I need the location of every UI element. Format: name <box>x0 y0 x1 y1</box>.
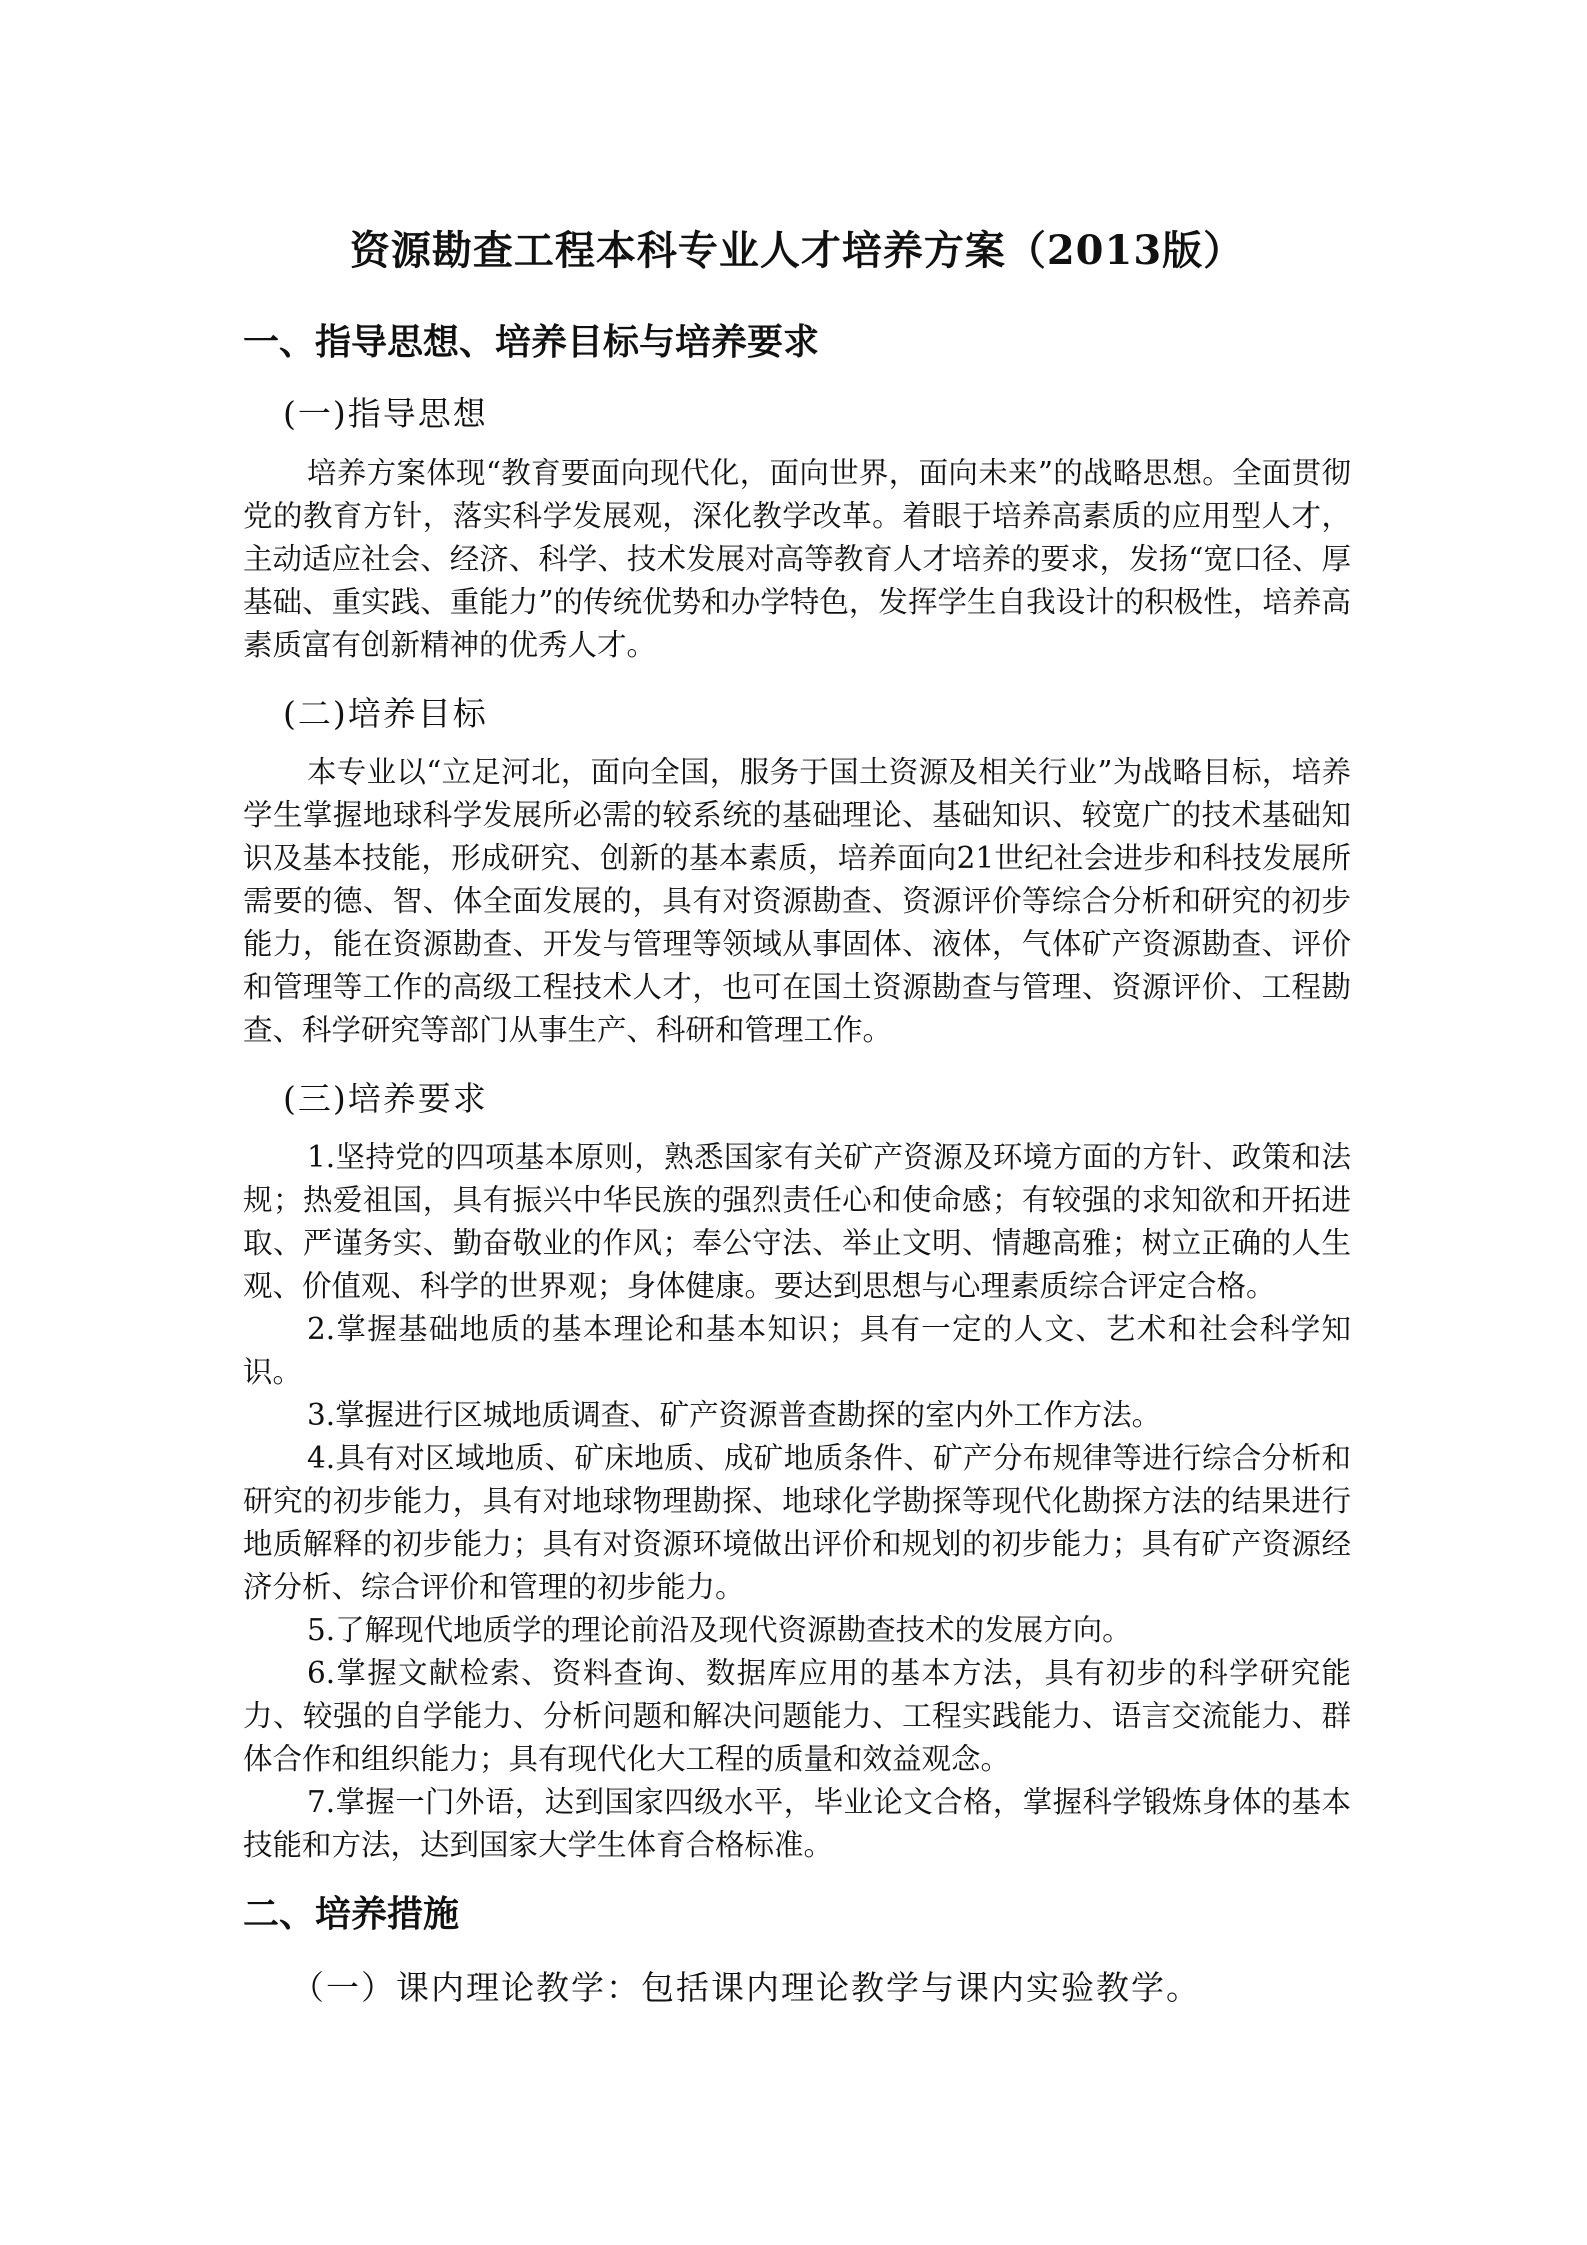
requirement-item: 6.掌握文献检索、资料查询、数据库应用的基本方法，具有初步的科学研究能力、较强的自学能力、分析问题和解决问题能力、工程实践能力、语言交流能力、群体合作和组织能力；具有现代化大工程的质量和效益观念。 <box>243 1655 1351 1776</box>
requirement-item: 7.掌握一门外语，达到国家四级水平，毕业论文合格，掌握科学锻炼身体的基本技能和方法，达到国家大学生体育合格标准。 <box>243 1784 1351 1862</box>
document-page <box>243 225 1351 2012</box>
subheading-training-objective: (二)培养目标 <box>283 693 488 733</box>
subheading-guiding-ideology: (一)指导思想 <box>283 394 488 434</box>
requirement-item: 5.了解现代地质学的理论前沿及现代资源勘查技术的发展方向。 <box>307 1612 1132 1647</box>
document-title: 资源勘查工程本科专业人才培养方案（2013版） <box>349 227 1245 274</box>
section-heading-measures: 二、培养措施 <box>243 1892 460 1935</box>
measure-item-classroom-teaching: （一）课内理论教学：包括课内理论教学与课内实验教学。 <box>291 1968 1201 2008</box>
requirement-item: 4.具有对区域地质、矿床地质、成矿地质条件、矿产分布规律等进行综合分析和研究的初步能力，具有对地球物理勘探、地球化学勘探等现代化勘探方法的结果进行地质解释的初步能力；具有对资源环境做出评价和规划的初步能力；具有矿产资源经济分析、综合评价和管理的初步能力。 <box>243 1440 1351 1604</box>
subheading-training-requirements: (三)培养要求 <box>283 1078 488 1118</box>
paragraph-guiding-ideology: 培养方案体现“教育要面向现代化，面向世界，面向未来”的战略思想。全面贯彻党的教育方针，落实科学发展观，深化教学改革。着眼于培养高素质的应用型人才，主动适应社会、经济、科学、技术发展对高等教育人才培养的要求，发扬“宽口径、厚基础、重实践、重能力”的传统优势和办学特色，发挥学生自我设计的积极性，培养高素质富有创新精神的优秀人才。 <box>243 455 1351 662</box>
requirement-item: 3.掌握进行区城地质调查、矿产资源普查勘探的室内外工作方法。 <box>307 1397 1162 1432</box>
paragraph-training-objective: 本专业以“立足河北，面向全国，服务于国土资源及相关行业”为战略目标，培养学生掌握地球科学发展所必需的较系统的基础理论、基础知识、较宽广的技术基础知识及基本技能，形成研究、创新的基本素质，培养面向21世纪社会进步和科技发展所需要的德、智、体全面发展的，具有对资源勘查、资源评价等综合分析和研究的初步能力，能在资源勘查、开发与管理等领域从事固体、液体，气体矿产资源勘查、评价和管理等工作的高级工程技术人才，也可在国土资源勘查与管理、资源评价、工程勘查、科学研究等部门从事生产、科研和管理工作。 <box>243 754 1351 1047</box>
section-heading-guidance: 一、指导思想、培养目标与培养要求 <box>243 321 820 363</box>
requirements-list <box>243 1136 1351 1867</box>
requirement-item: 1.坚持党的四项基本原则，熟悉国家有关矿产资源及环境方面的方针、政策和法规；热爱祖国，具有振兴中华民族的强烈责任心和使命感；有较强的求知欲和开拓进取、严谨务实、勤奋敬业的作风；奉公守法、举止文明、情趣高雅；树立正确的人生观、价值观、科学的世界观；身体健康。要达到思想与心理素质综合评定合格。 <box>243 1139 1351 1303</box>
requirement-item: 2.掌握基础地质的基本理论和基本知识；具有一定的人文、艺术和社会科学知识。 <box>243 1311 1351 1389</box>
